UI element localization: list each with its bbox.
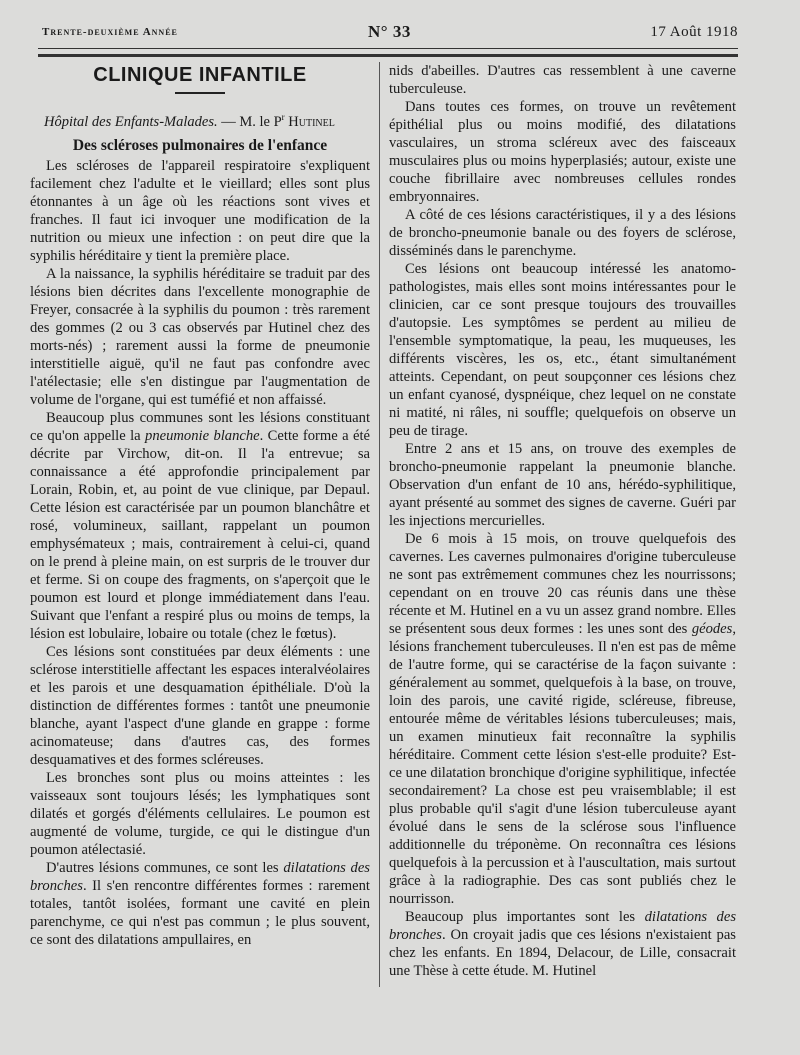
hospital-line: [44, 108, 370, 131]
header-rule: [38, 48, 738, 57]
left-paragraph: Beaucoup plus communes sont les lésions constituant ce qu'on appelle la pneumonie blanche. Cette forme a été décrite par Virchow, dit-on. Il l'a entrevue; sa connaissance a été approfondie principalement par Lorain, Robin, et, au point de vue clinique, par Depaul. Cette lésion est caractérisée par un poumon blanchâtre et rosé, volumineux, saillant, rappelant un poumon emphysémateux ; mais, contrairement à celui-ci, quand on le prend à pleine main, on est surpris de le trouver dur et ferme. Si on coupe des fragments, on s'aperçoit que le poumon est lourd et plonge immédiatement dans l'eau. Suivant que l'enfant a respiré plus ou moins de temps, la lésion est lobulaire, lobaire ou totale (chez le fœtus).: [30, 409, 370, 642]
professor-name: Hutinel: [284, 113, 335, 130]
hospital-sup: r: [281, 112, 285, 122]
left-paragraphs: [30, 157, 370, 949]
left-paragraph: D'autres lésions communes, ce sont les dilatations des bronches. Il s'en rencontre différentes formes : rarement totales, tantôt isolées, formant une cavité en plein parenchyme, ce qui n'est pas commun ; le plus souvent, ce sont des dilatations ampullaires, en: [30, 859, 370, 948]
right-paragraph: Ces lésions ont beaucoup intéressé les anatomo-pathologistes, mais elles sont moins intéressantes pour le clinicien, car ce sont presque toujours des trouvailles d'autopsie. Les symptômes se perdent au milieu de l'ensemble symptomatique, la peau, les muqueuses, les différents viscères, les os, etc., étant simultanément atteints. Cependant, on peut soupçonner ces lésions chez un enfant cyanosé, dyspnéique, chez lequel on ne constate ni matité, ni râles, ni souffle; quelquefois on observe un peu de tirage.: [389, 261, 736, 439]
running-header: [38, 22, 738, 46]
column-divider: [379, 62, 380, 987]
section-title: CLINIQUE INFANTILE: [93, 64, 307, 86]
article-subtitle: Des scléroses pulmonaires de l'enfance: [72, 136, 328, 154]
right-column: [389, 62, 736, 980]
right-paragraph: De 6 mois à 15 mois, on trouve quelquefois des cavernes. Les cavernes pulmonaires d'origine tuberculeuse ne sont pas extrêmement communes chez les nourrissons; cependant on en trouve 20 cas réunis dans une thèse récente et M. Hutinel en a vu un assez grand nombre. Elles se présentent sous deux formes : les unes sont des géodes, lésions franchement tuberculeuses. Il n'en est pas de même de l'autre forme, qui se caractérise de la façon suivante : généralement au sommet, quelquefois à la base, on trouve, loin des parois, une cavité rigide, scléreuse, fibreuse, entourée même de véritables lésions tuberculeuses; mais, un examen minutieux fait reconnaître la syphilis héréditaire. Comment cette lésion s'est-elle produite? Est-ce une dilatation bronchique d'origine syphilitique, infectée secondairement? La chose est peu vraisemblable; il est plus probable qu'il s'agit d'une lésion tuberculeuse ayant évolué dans le sens de la sclérose sous l'influence additionnelle du tréponème. On reconnaîtra ces lésions quelquefois à la percussion et à l'auscultation, mais surtout grâce à la radiographie. Des cas sont publiés chez le nourrisson.: [389, 531, 736, 907]
volume-year: Trente-deuxième Année: [42, 26, 178, 38]
right-paragraphs: [389, 62, 736, 980]
left-paragraph: Ces lésions sont constituées par deux éléments : une sclérose interstitielle affectant les espaces interalvéolaires et les parois et une desquamation épithéliale. D'où la distinction de différentes formes : tantôt une pneumonie blanche, ayant l'aspect d'une glande en grappe : forme acinomateuse; dans d'autres cas, des formes desquamatives et des formes scléreuses.: [30, 643, 370, 768]
left-paragraph: A la naissance, la syphilis héréditaire se traduit par des lésions bien décrites dans l'excellente monographie de Freyer, consacrée à la syphilis du poumon : très rarement des gommes (2 ou 3 cas observés par Hutinel chez des morts-nés) ; rarement aussi la forme de pneumonie interstitielle aiguë, qu'il ne faut pas confondre avec l'atélectasie; elle s'en distingue par l'augmentation de volume de l'organe, qui est tuméfié et non affaissé.: [30, 265, 370, 408]
left-paragraph: Les scléroses de l'appareil respiratoire s'expliquent facilement chez l'adulte et le vieillard; elles sont plus étonnantes à un âge où les réactions sont vives et franches. Il faut ici invoquer une modification de la nutrition ou mieux une infection : on peut dire que la syphilis héréditaire y tient la première place.: [30, 157, 370, 264]
hospital-sep: — M. le P: [217, 113, 282, 130]
right-paragraph: A côté de ces lésions caractéristiques, il y a des lésions de broncho-pneumonie banale ou des foyers de sclérose, disséminés dans le parenchyme.: [389, 207, 736, 259]
hospital-name: Hôpital des Enfants-Malades.: [44, 113, 218, 130]
issue-date: 17 Août 1918: [650, 24, 738, 40]
left-paragraph: Les bronches sont plus ou moins atteintes : les vaisseaux sont toujours lésés; les lymphatiques sont dilatés et gorgés d'éléments cellulaires. Le poumon est augmenté de volume, turgide, ce qui le distingue d'un poumon atélectasié.: [30, 769, 370, 858]
issue-number: N° 33: [368, 22, 411, 41]
right-paragraph: nids d'abeilles. D'autres cas ressemblent à une caverne tuberculeuse.: [389, 63, 736, 97]
right-paragraph: Entre 2 ans et 15 ans, on trouve des exemples de broncho-pneumonie rappelant la pneumonie blanche. Observation d'un enfant de 10 ans, hérédo-syphilitique, ayant présenté au sommet des signes de caverne. Guéri par les injections mercurielles.: [389, 441, 736, 529]
right-paragraph: Beaucoup plus importantes sont les dilatations des bronches. On croyait jadis que ces lésions n'existaient pas chez les enfants. En 1894, Delacour, de Lille, consacrait une Thèse à cette étude. M. Hutinel: [389, 909, 736, 979]
title-rule: [175, 92, 225, 94]
left-column: [30, 62, 370, 949]
right-paragraph: Dans toutes ces formes, on trouve un revêtement épithélial plus ou moins modifié, des dilatations vasculaires, un stroma scléreux avec des faisceaux musculaires plus ou moins hyperplasiés; autour, existe une couche fibrillaire avec nombreuses cellules rondes embryonnaires.: [389, 99, 736, 205]
